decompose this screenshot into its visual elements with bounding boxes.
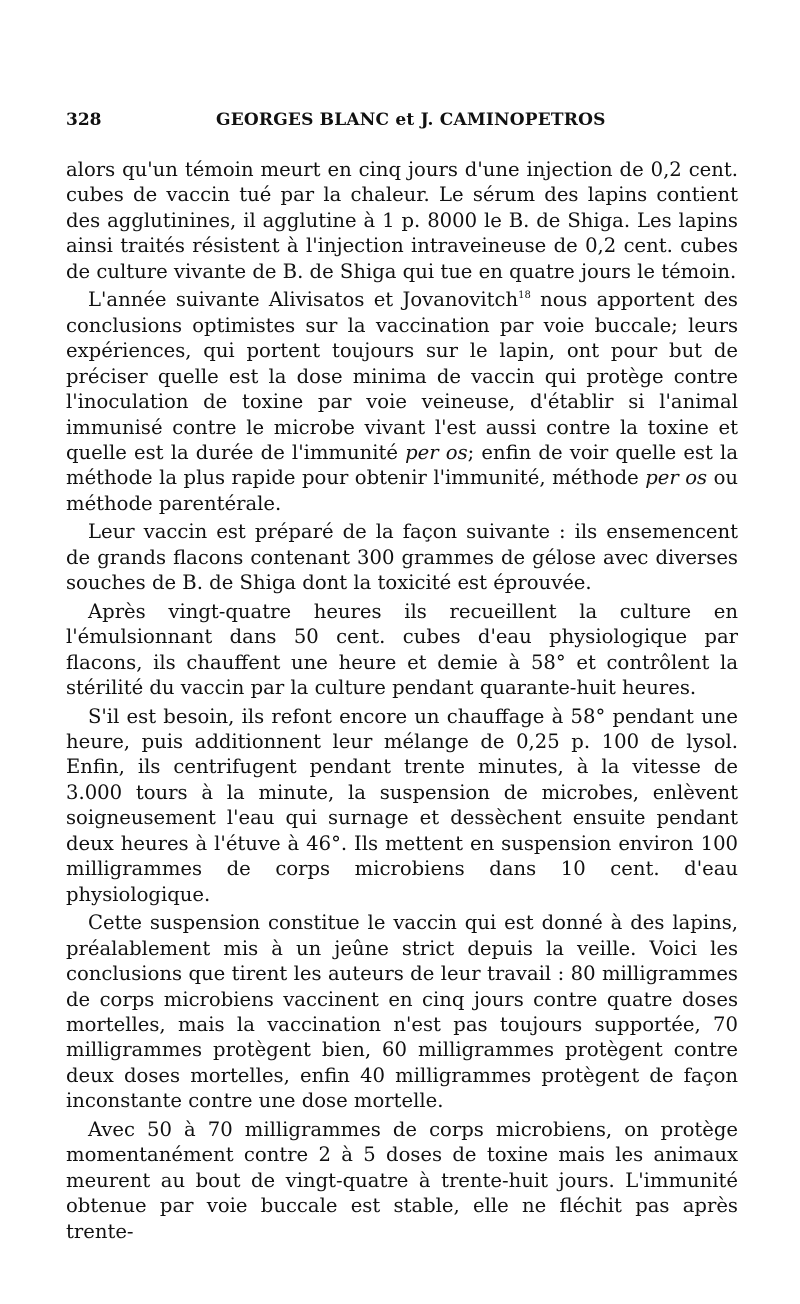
paragraph-2 bbox=[66, 287, 738, 516]
body-text bbox=[66, 157, 738, 1244]
paragraph-2-text-b: nous apportent des conclusions optimistes sur la vaccination par voie buccale; leurs expériences, qui portent toujours sur le lapin, ont pour but de préciser quelle est la dose minima de vaccin qui protège contre l'inoculation de toxine par voie veineuse, d'établir si l'animal immunisé contre le microbe vivant l'est aussi contre la toxine et quelle est la durée de l'immunité bbox=[66, 288, 738, 464]
paragraph-3: Leur vaccin est préparé de la façon suivante : ils ensemencent de grands flacons contenant 300 grammes de gélose avec diverses souches de B. de Shiga dont la toxicité est éprouvée. bbox=[66, 520, 738, 595]
paragraph-6: Cette suspension constitue le vaccin qui est donné à des lapins, préalablement mis à un jeûne strict depuis la veille. Voici les conclusions que tirent les auteurs de leur travail : 80 milligrammes de corps microbiens vaccinent en cinq jours contre quatre doses mortelles, mais la vaccination n'est pas toujours supportée, 70 milligrammes protègent bien, 60 milligrammes protègent contre deux doses mortelles, enfin 40 milligrammes protègent de façon inconstante contre une dose mortelle. bbox=[66, 911, 738, 1113]
paragraph-1: alors qu'un témoin meurt en cinq jours d'une injection de 0,2 cent. cubes de vaccin tué par la chaleur. Le sérum des lapins contient des agglutinines, il agglutine à 1 p. 8000 le B. de Shiga. Les lapins ainsi traités résistent à l'injection intraveineuse de 0,2 cent. cubes de culture vivante de B. de Shiga qui tue en quatre jours le témoin. bbox=[66, 158, 738, 283]
paragraph-2-text-a: L'année suivante Alivisatos et Jovanovitch bbox=[88, 288, 519, 312]
running-title: GEORGES BLANC et J. CAMINOPETROS bbox=[216, 110, 606, 130]
latin-term-per-os-2: per os bbox=[645, 466, 708, 490]
latin-term-per-os: per os bbox=[405, 440, 468, 464]
paragraph-7: Avec 50 à 70 milligrammes de corps microbiens, on protège momentanément contre 2 à 5 doses de toxine mais les animaux meurent au bout de vingt-quatre à trente-huit jours. L'immunité obtenue par voie buccale est stable, elle ne fléchit pas après trente- bbox=[66, 1117, 738, 1243]
running-head bbox=[66, 110, 738, 140]
paragraph-5: S'il est besoin, ils refont encore un chauffage à 58° pendant une heure, puis additionnent leur mélange de 0,25 p. 100 de lysol. Enfin, ils centrifugent pendant trente minutes, à la vitesse de 3.000 tours à la minute, la suspension de microbes, enlèvent soigneusement l'eau qui surnage et dessèchent ensuite pendant deux heures à l'étuve à 46°. Ils mettent en suspension environ 100 milligrammes de corps microbiens dans 10 cent. d'eau physiologique. bbox=[66, 704, 738, 906]
reference-number: 18 bbox=[518, 290, 531, 302]
paragraph-2-text-c: ; enfin de voir quelle est la méthode la plus rapide pour obtenir l'immunité, méthode bbox=[66, 440, 738, 490]
page-number: 328 bbox=[66, 110, 102, 130]
paragraph-2-text-d: ou méthode parentérale. bbox=[66, 466, 738, 515]
paragraph-4: Après vingt-quatre heures ils recueillent la culture en l'émulsionnant dans 50 cent. cubes d'eau physiologique par flacons, ils chauffent une heure et demie à 58° et contrôlent la stérilité du vaccin par la culture pendant quarante-huit heures. bbox=[66, 599, 738, 700]
